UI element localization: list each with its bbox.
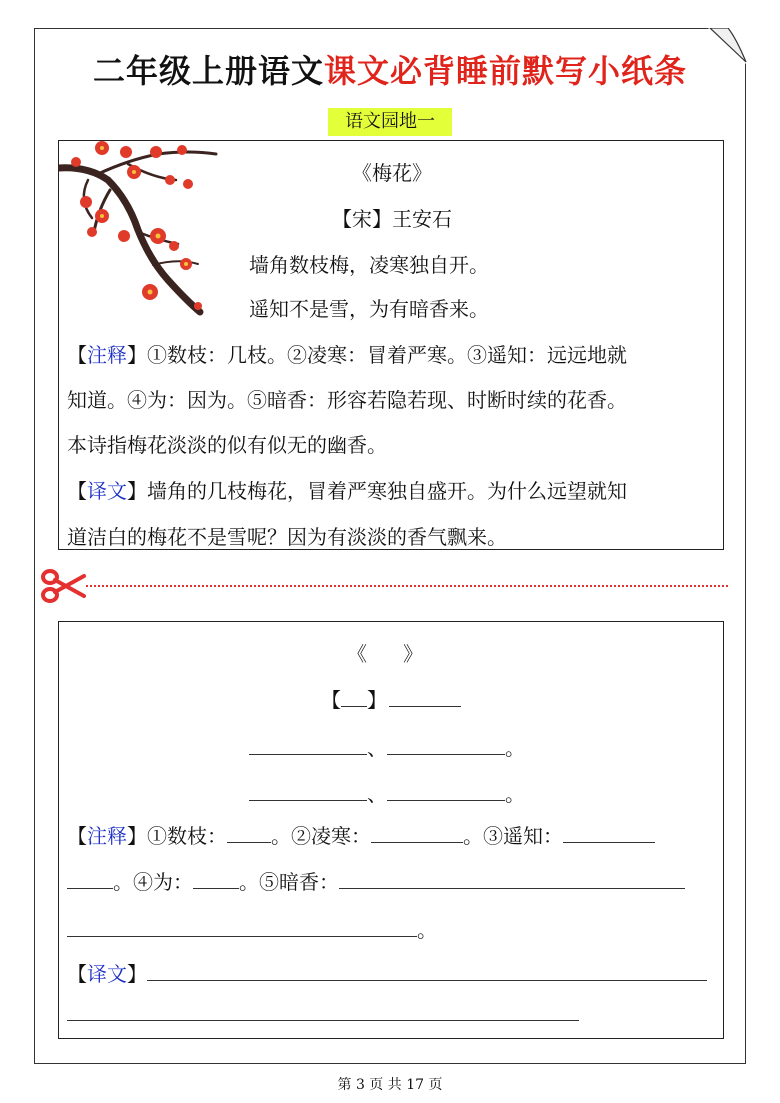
period-1: 。 <box>505 736 525 760</box>
note-4-blank[interactable] <box>193 870 239 889</box>
notes-line-1: 【注释】①数枝：几枝。②凌寒：冒着严寒。③遥知：远远地就 <box>67 343 627 367</box>
translation-label: 译文 <box>87 479 127 503</box>
translation-line-1: 【译文】墙角的几枝梅花，冒着严寒独自盛开。为什么远望就知 <box>67 479 627 503</box>
notes-label: 注释 <box>87 343 127 367</box>
note-1-prompt: ①数枝： <box>147 824 227 848</box>
exercise-translation-line-2 <box>67 1002 579 1026</box>
note-1-blank[interactable] <box>227 824 271 843</box>
verse-blank-2[interactable] <box>387 736 505 755</box>
page-footer: 第 3 页 共 17 页 <box>337 1077 443 1093</box>
cut-line <box>86 585 728 587</box>
note-3-blank-b[interactable] <box>67 870 113 889</box>
poem-author: 【宋】王安石 <box>332 207 452 231</box>
plum-blossom-illustration <box>58 140 228 320</box>
title-topic: 课文必背睡前默写小纸条 <box>324 52 688 90</box>
exercise-notes-line-3 <box>67 914 437 943</box>
exercise-box <box>58 621 724 1039</box>
note-3-prompt: 。③遥知： <box>463 824 563 848</box>
exercise-author <box>321 684 461 713</box>
author-blank[interactable] <box>389 688 461 707</box>
author-bracket-close: 】 <box>367 688 387 712</box>
author-bracket-open: 【 <box>321 688 341 712</box>
notes-text-1: ①数枝：几枝。②凌寒：冒着严寒。③遥知：远远地就 <box>147 343 627 367</box>
translation-blank-b[interactable] <box>67 1002 579 1021</box>
comma-1: 、 <box>367 736 387 760</box>
note-3-blank-a[interactable] <box>563 824 655 843</box>
exercise-translation-line-1: 【译文】 <box>67 958 707 987</box>
translation-blank-a[interactable] <box>147 962 707 981</box>
note-5-blank-b[interactable] <box>67 918 417 937</box>
comma-2: 、 <box>367 782 387 806</box>
translation-text-1: 墙角的几枝梅花，冒着严寒独自盛开。为什么远望就知 <box>147 479 627 503</box>
note-4-prompt: 。④为： <box>113 870 193 894</box>
exercise-line-2 <box>249 778 525 807</box>
exercise-translation-label: 译文 <box>87 962 127 986</box>
dynasty-blank[interactable] <box>341 688 367 707</box>
exercise-notes-label: 注释 <box>87 824 127 848</box>
title-grade: 二年级上册语文 <box>92 52 324 90</box>
notes-line-3: 本诗指梅花淡淡的似有似无的幽香。 <box>67 433 387 457</box>
period-3: 。 <box>417 918 437 942</box>
exercise-notes-line-2 <box>67 866 685 895</box>
title-bracket-open: 《 <box>347 642 367 666</box>
section-badge: 语文园地一 <box>328 108 452 136</box>
note-2-blank[interactable] <box>371 824 463 843</box>
poem-line-2: 遥知不是雪，为有暗香来。 <box>249 297 489 321</box>
title-bracket-close: 》 <box>403 642 423 666</box>
note-2-prompt: 。②凌寒： <box>271 824 371 848</box>
poem-title: 《梅花》 <box>352 161 432 185</box>
exercise-notes-line-1: 【注释】①数枝： 。②凌寒： 。③遥知： <box>67 820 655 849</box>
verse-blank-3[interactable] <box>249 782 367 801</box>
scissors-icon <box>40 568 86 604</box>
page-title <box>60 46 720 92</box>
exercise-title <box>347 638 423 667</box>
period-2: 。 <box>505 782 525 806</box>
translation-line-2: 道洁白的梅花不是雪呢？因为有淡淡的香气飘来。 <box>67 525 507 549</box>
exercise-line-1 <box>249 732 525 761</box>
note-5-prompt: 。⑤暗香： <box>239 870 339 894</box>
notes-line-2: 知道。④为：因为。⑤暗香：形容若隐若现、时断时续的花香。 <box>67 388 627 412</box>
verse-blank-1[interactable] <box>249 736 367 755</box>
note-5-blank-a[interactable] <box>339 870 685 889</box>
poem-line-1: 墙角数枝梅，凌寒独自开。 <box>249 253 489 277</box>
verse-blank-4[interactable] <box>387 782 505 801</box>
